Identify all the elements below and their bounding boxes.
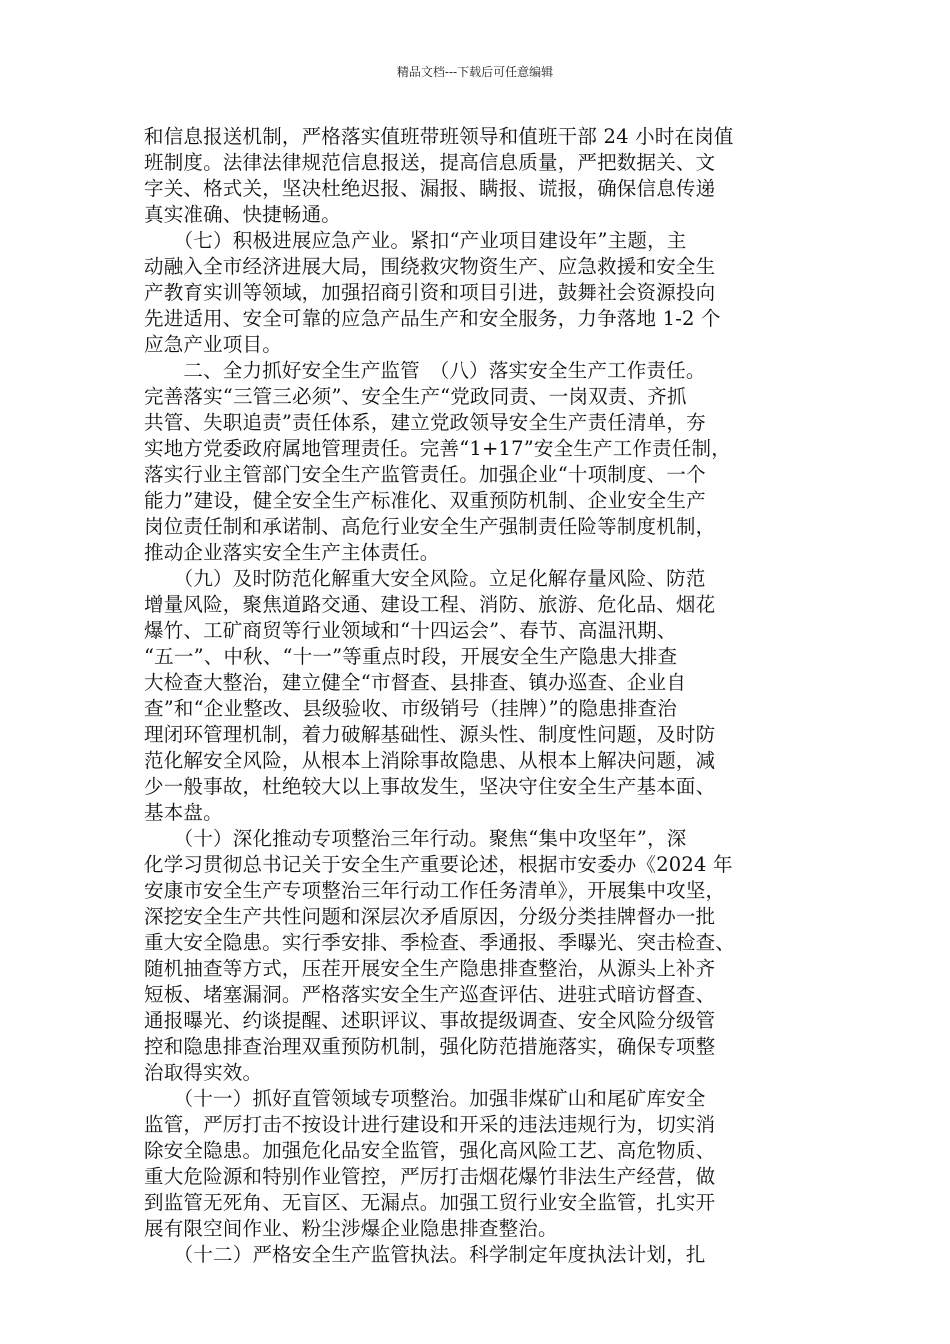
- text-line: 落实行业主管部门安全生产监管责任。加强企业“十项制度、一个: [144, 463, 706, 486]
- text-line: 重大安全隐患。实行季安排、季检查、季通报、季曝光、突击检查、: [144, 931, 736, 954]
- text-line: 到监管无死角、无盲区、无漏点。加强工贸行业安全监管，扎实开: [144, 1191, 716, 1214]
- text-line: 先进适用、安全可靠的应急产品生产和安全服务，力争落地 1-2 个: [144, 307, 721, 330]
- text-line: 化学习贯彻总书记关于安全生产重要论述，根据市安委办《2024 年: [144, 853, 733, 876]
- text-line: 安康市安全生产专项整治三年行动工作任务清单》，开展集中攻坚，: [144, 879, 726, 902]
- text-line: 查”和“企业整改、县级验收、市级销号（挂牌）”的隐患排查治: [144, 697, 677, 720]
- text-line: 完善落实“三管三必须”、安全生产“党政同责、一岗双责、齐抓: [144, 385, 687, 408]
- text-line: （七）积极进展应急产业。紧扣“产业项目建设年”主题，主: [144, 229, 687, 252]
- text-line: 实地方党委政府属地管理责任。完善“1+17”安全生产工作责任制，: [144, 437, 731, 460]
- text-line: 短板、堵塞漏洞。严格落实安全生产巡查评估、进驻式暗访督查、: [144, 983, 716, 1006]
- text-line: 重大危险源和特别作业管控，严厉打击烟花爆竹非法生产经营，做: [144, 1165, 716, 1188]
- text-line: （十一）抓好直管领域专项整治。加强非煤矿山和尾矿库安全: [144, 1087, 706, 1110]
- text-line: 理闭环管理机制，着力破解基础性、源头性、制度性问题，及时防: [144, 723, 716, 746]
- text-line: 真实准确、快捷畅通。: [144, 203, 342, 226]
- text-line: 少一般事故，杜绝较大以上事故发生，坚决守住安全生产基本面、: [144, 775, 716, 798]
- text-line: 动融入全市经济进展大局，围绕救灾物资生产、应急救援和安全生: [144, 255, 716, 278]
- text-line: 增量风险，聚焦道路交通、建设工程、消防、旅游、危化品、烟花: [144, 593, 716, 616]
- text-line: 能力”建设，健全安全生产标准化、双重预防机制、企业安全生产: [144, 489, 706, 512]
- text-line: 深挖安全生产共性问题和深层次矛盾原因，分级分类挂牌督办一批: [144, 905, 716, 928]
- text-line: 和信息报送机制，严格落实值班带班领导和值班干部 24 小时在岗值: [144, 125, 734, 148]
- text-line: 推动企业落实安全生产主体责任。: [144, 541, 440, 564]
- text-line: （十二）严格安全生产监管执法。科学制定年度执法计划，扎: [144, 1243, 706, 1266]
- text-line: 大检查大整治，建立健全“市督查、县排查、镇办巡查、企业自: [144, 671, 687, 694]
- text-line: 通报曝光、约谈提醒、述职评议、事故提级调查、安全风险分级管: [144, 1009, 716, 1032]
- document-body: [144, 124, 809, 1268]
- text-line: 展有限空间作业、粉尘涉爆企业隐患排查整治。: [144, 1217, 558, 1240]
- text-line: 除安全隐患。加强危化品安全监管，强化高风险工艺、高危物质、: [144, 1139, 716, 1162]
- text-line: 班制度。法律法律规范信息报送，提高信息质量，严把数据关、文: [144, 151, 716, 174]
- text-line: 产教育实训等领域，加强招商引资和项目引进，鼓舞社会资源投向: [144, 281, 716, 304]
- text-line: （九）及时防范化解重大安全风险。立足化解存量风险、防范: [144, 567, 706, 590]
- text-line: 共管、失职追责”责任体系，建立党政领导安全生产责任清单，夯: [144, 411, 706, 434]
- text-line: 监管，严厉打击不按设计进行建设和开采的违法违规行为，切实消: [144, 1113, 716, 1136]
- page-header: 精品文档---下载后可任意编辑: [396, 65, 554, 79]
- text-line: 控和隐患排查治理双重预防机制，强化防范措施落实，确保专项整: [144, 1035, 716, 1058]
- text-line: “五一”、中秋、“十一”等重点时段，开展安全生产隐患大排查: [144, 645, 678, 668]
- text-line: （十）深化推动专项整治三年行动。聚焦“集中攻坚年”，深: [144, 827, 687, 850]
- text-line: 随机抽查等方式，压茬开展安全生产隐患排查整治，从源头上补齐: [144, 957, 716, 980]
- text-line: 岗位责任制和承诺制、高危行业安全生产强制责任险等制度机制，: [144, 515, 716, 538]
- text-line: 字关、格式关，坚决杜绝迟报、漏报、瞒报、谎报，确保信息传递: [144, 177, 716, 200]
- text-line: 基本盘。: [144, 801, 223, 824]
- text-line: 治取得实效。: [144, 1061, 263, 1084]
- text-line: 范化解安全风险，从根本上消除事故隐患、从根本上解决问题，减: [144, 749, 716, 772]
- text-line: 二、全力抓好安全生产监管 （八）落实安全生产工作责任。: [144, 359, 706, 382]
- text-line: 应急产业项目。: [144, 333, 282, 356]
- text-line: 爆竹、工矿商贸等行业领域和“十四运会”、春节、高温汛期、: [144, 619, 677, 642]
